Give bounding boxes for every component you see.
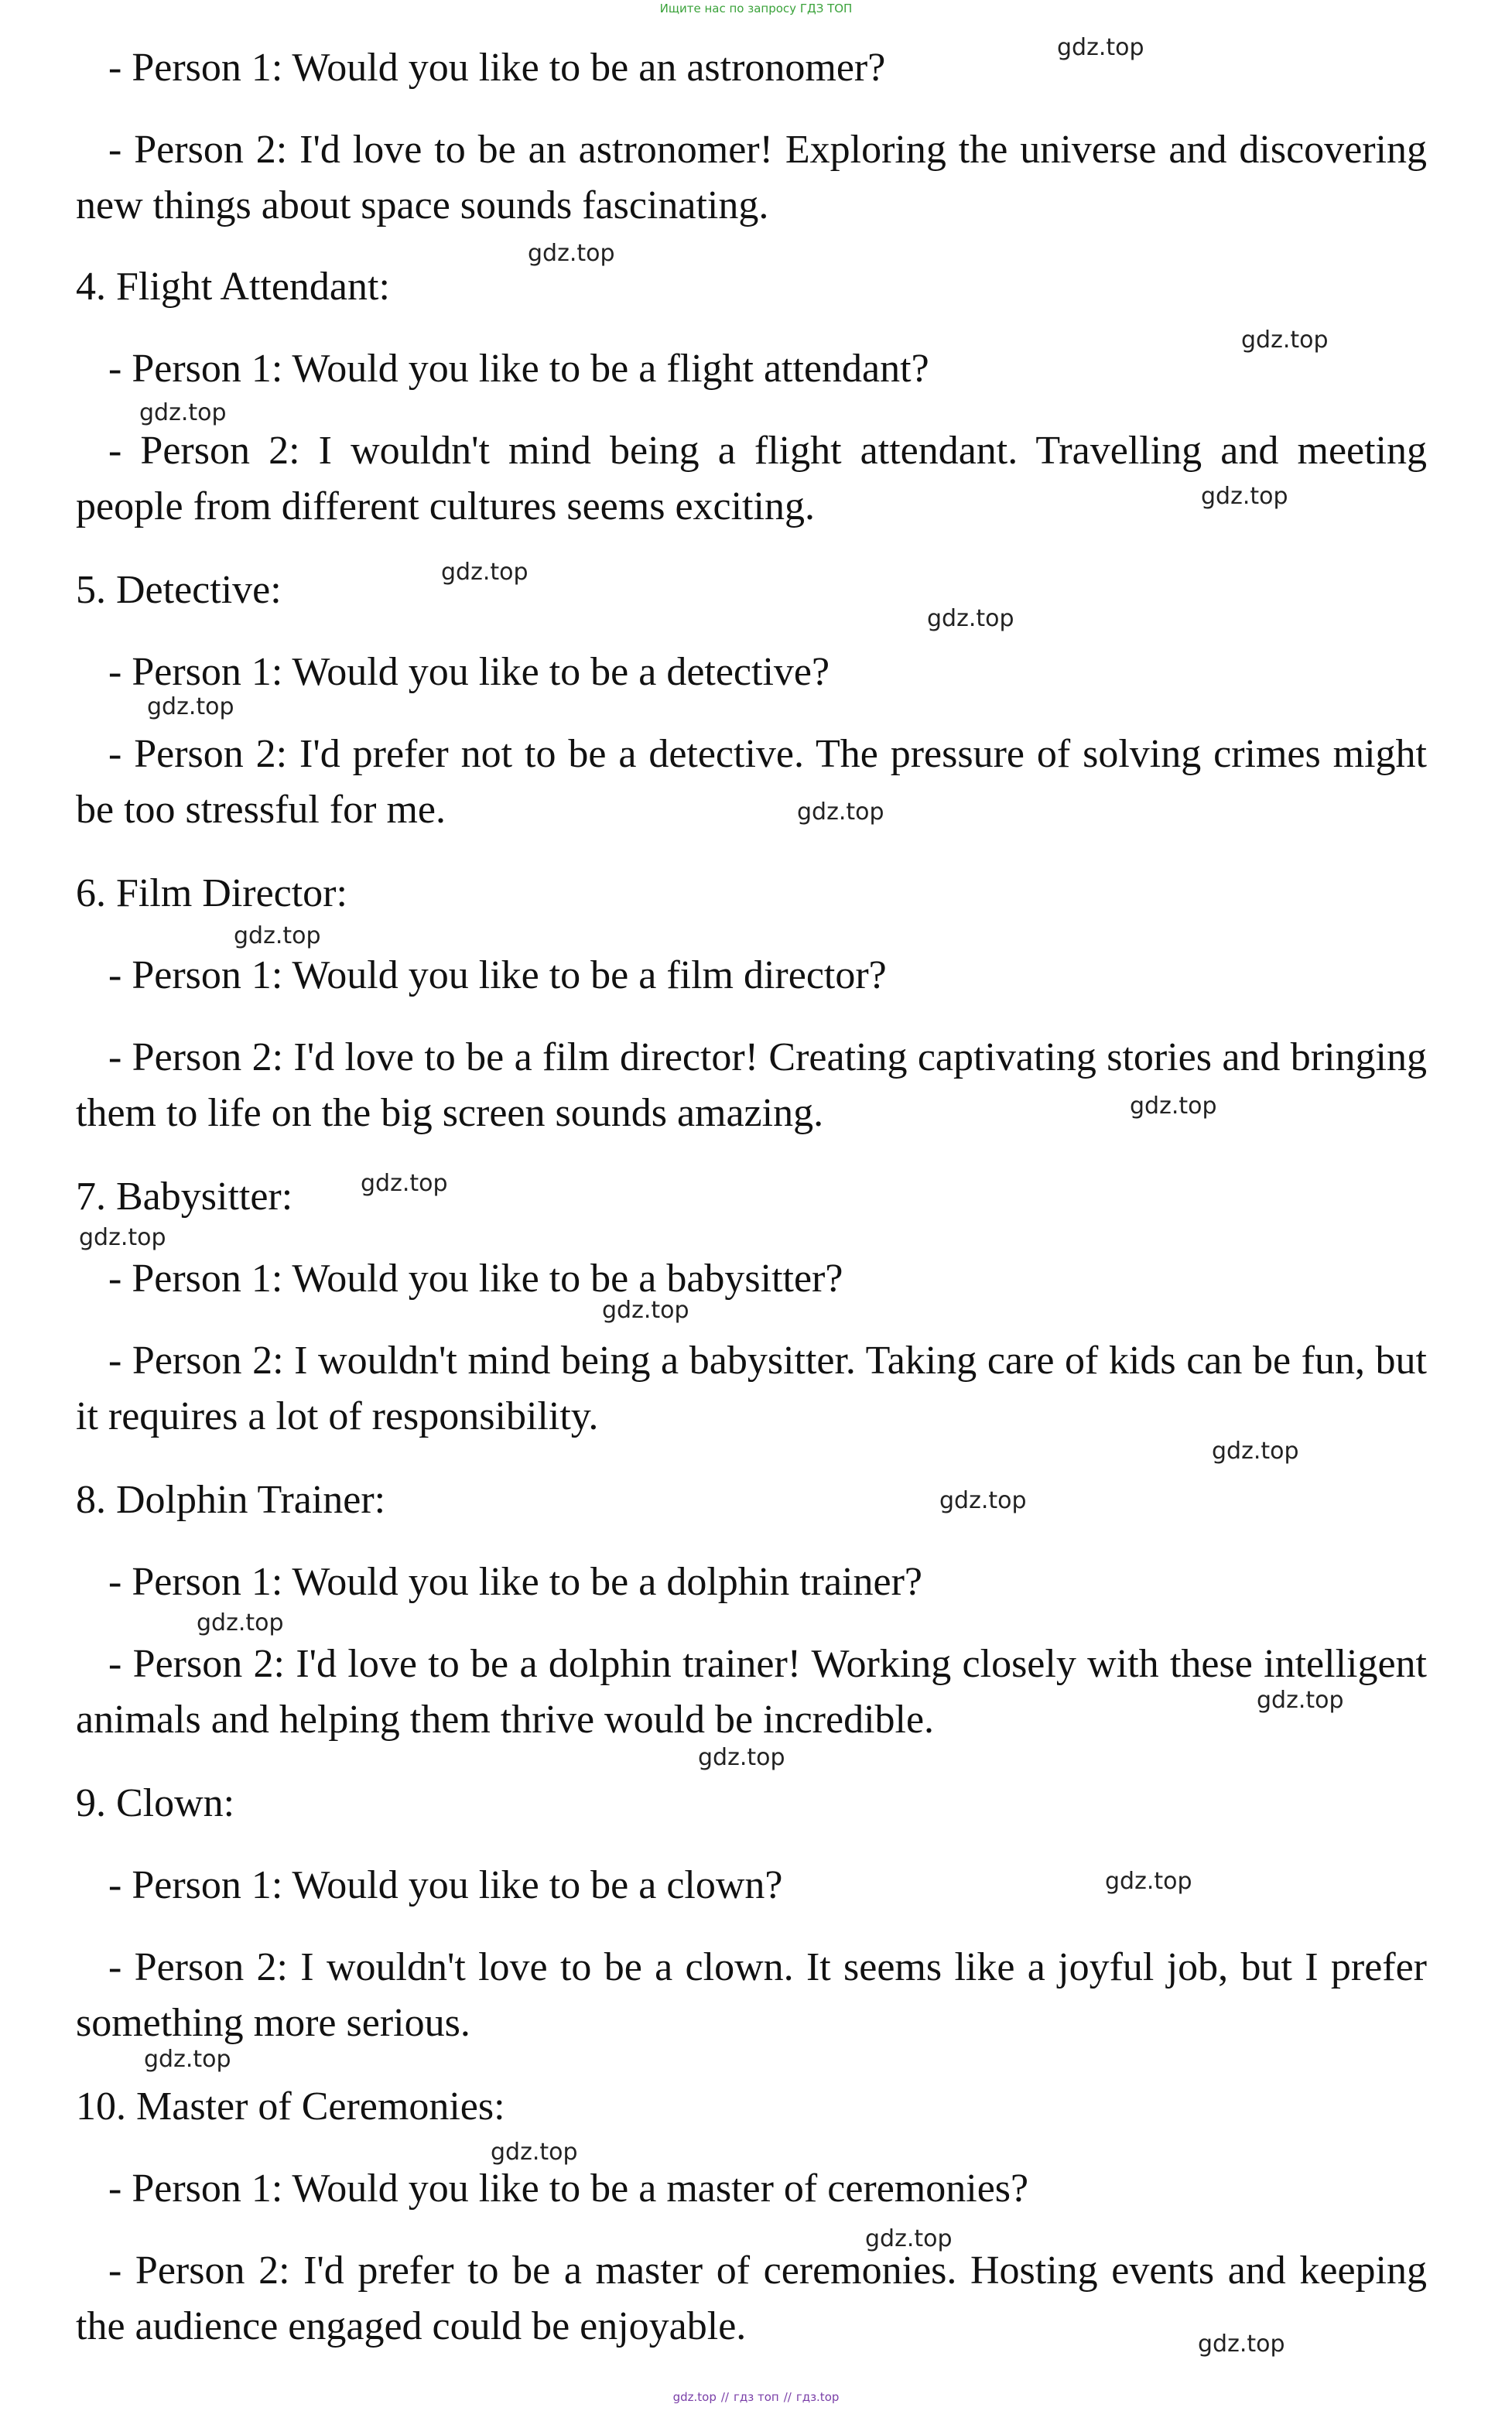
watermark-text: gdz.top	[1212, 1438, 1299, 1465]
footer-link[interactable]: gdz.top	[672, 2390, 717, 2404]
section-heading: 4. Flight Attendant:	[76, 265, 390, 309]
watermark-text: gdz.top	[927, 605, 1014, 632]
header-search-note: Ищите нас по запросу ГДЗ ТОП	[659, 2, 853, 15]
footer-links	[0, 2390, 1512, 2404]
watermark-text: gdz.top	[441, 559, 529, 586]
section-question: - Person 1: Would you like to be a flight attendant?	[108, 347, 929, 391]
watermark-text: gdz.top	[144, 2046, 231, 2073]
section-answer: - Person 2: I'd prefer not to be a detective. The pressure of solving crimes might be too stressful for me.	[76, 732, 1427, 832]
footer-separator: //	[783, 2390, 792, 2404]
section-heading: 6. Film Director:	[76, 871, 347, 915]
section-answer: - Person 2: I wouldn't mind being a babysitter. Taking care of kids can be fun, but it requires a lot of responsibility.	[76, 1339, 1427, 1438]
watermark-text: gdz.top	[1130, 1093, 1217, 1120]
watermark-text: gdz.top	[1057, 34, 1144, 61]
section-answer: - Person 2: I'd love to be a film director! Creating captivating stories and bringing them to life on the big screen sounds amazing.	[76, 1035, 1427, 1135]
section-question: - Person 1: Would you like to be a babysitter?	[108, 1257, 843, 1301]
watermark-text: gdz.top	[234, 922, 321, 949]
watermark-text: gdz.top	[1257, 1687, 1344, 1714]
section-heading: 9. Clown:	[76, 1781, 235, 1825]
watermark-text: gdz.top	[797, 799, 884, 826]
watermark-text: gdz.top	[1201, 483, 1288, 510]
watermark-text: gdz.top	[602, 1297, 689, 1324]
watermark-text: gdz.top	[139, 399, 227, 426]
footer-link[interactable]: гдз.top	[795, 2390, 840, 2404]
watermark-text: gdz.top	[1198, 2331, 1285, 2358]
watermark-text: gdz.top	[361, 1170, 448, 1197]
intro-question: - Person 1: Would you like to be an astronomer?	[108, 46, 886, 90]
section-heading: 10. Master of Ceremonies:	[76, 2084, 505, 2129]
watermark-text: gdz.top	[197, 1609, 284, 1636]
section-heading: 7. Babysitter:	[76, 1175, 293, 1219]
section-heading: 8. Dolphin Trainer:	[76, 1478, 386, 1522]
watermark-text: gdz.top	[1241, 327, 1329, 354]
section-answer: - Person 2: I wouldn't love to be a clown. It seems like a joyful job, but I prefer something more serious.	[76, 1945, 1427, 2045]
section-question: - Person 1: Would you like to be a dolphin trainer?	[108, 1560, 922, 1604]
intro-answer: - Person 2: I'd love to be an astronomer! Exploring the universe and discovering new things about space sounds fascinating.	[76, 128, 1427, 227]
section-question: - Person 1: Would you like to be a film director?	[108, 953, 887, 997]
watermark-text: gdz.top	[698, 1744, 785, 1771]
watermark-text: gdz.top	[147, 693, 234, 720]
watermark-text: gdz.top	[528, 240, 615, 267]
footer-link[interactable]: гдз топ	[733, 2390, 779, 2404]
watermark-text: gdz.top	[865, 2225, 953, 2252]
section-answer: - Person 2: I'd prefer to be a master of ceremonies. Hosting events and keeping the audience engaged could be enjoyable.	[76, 2249, 1427, 2348]
footer-separator: //	[720, 2390, 729, 2404]
section-heading: 5. Detective:	[76, 568, 282, 612]
section-question: - Person 1: Would you like to be a detective?	[108, 650, 830, 694]
watermark-text: gdz.top	[491, 2139, 578, 2166]
watermark-text: gdz.top	[939, 1487, 1027, 1514]
watermark-text: gdz.top	[79, 1224, 166, 1251]
section-question: - Person 1: Would you like to be a master of ceremonies?	[108, 2166, 1029, 2211]
section-question: - Person 1: Would you like to be a clown?	[108, 1863, 783, 1907]
watermark-text: gdz.top	[1105, 1868, 1192, 1895]
section-answer: - Person 2: I wouldn't mind being a flight attendant. Travelling and meeting people from different cultures seems exciting.	[76, 429, 1427, 528]
section-answer: - Person 2: I'd love to be a dolphin trainer! Working closely with these intelligent animals and helping them thrive would be incredible.	[76, 1642, 1427, 1742]
